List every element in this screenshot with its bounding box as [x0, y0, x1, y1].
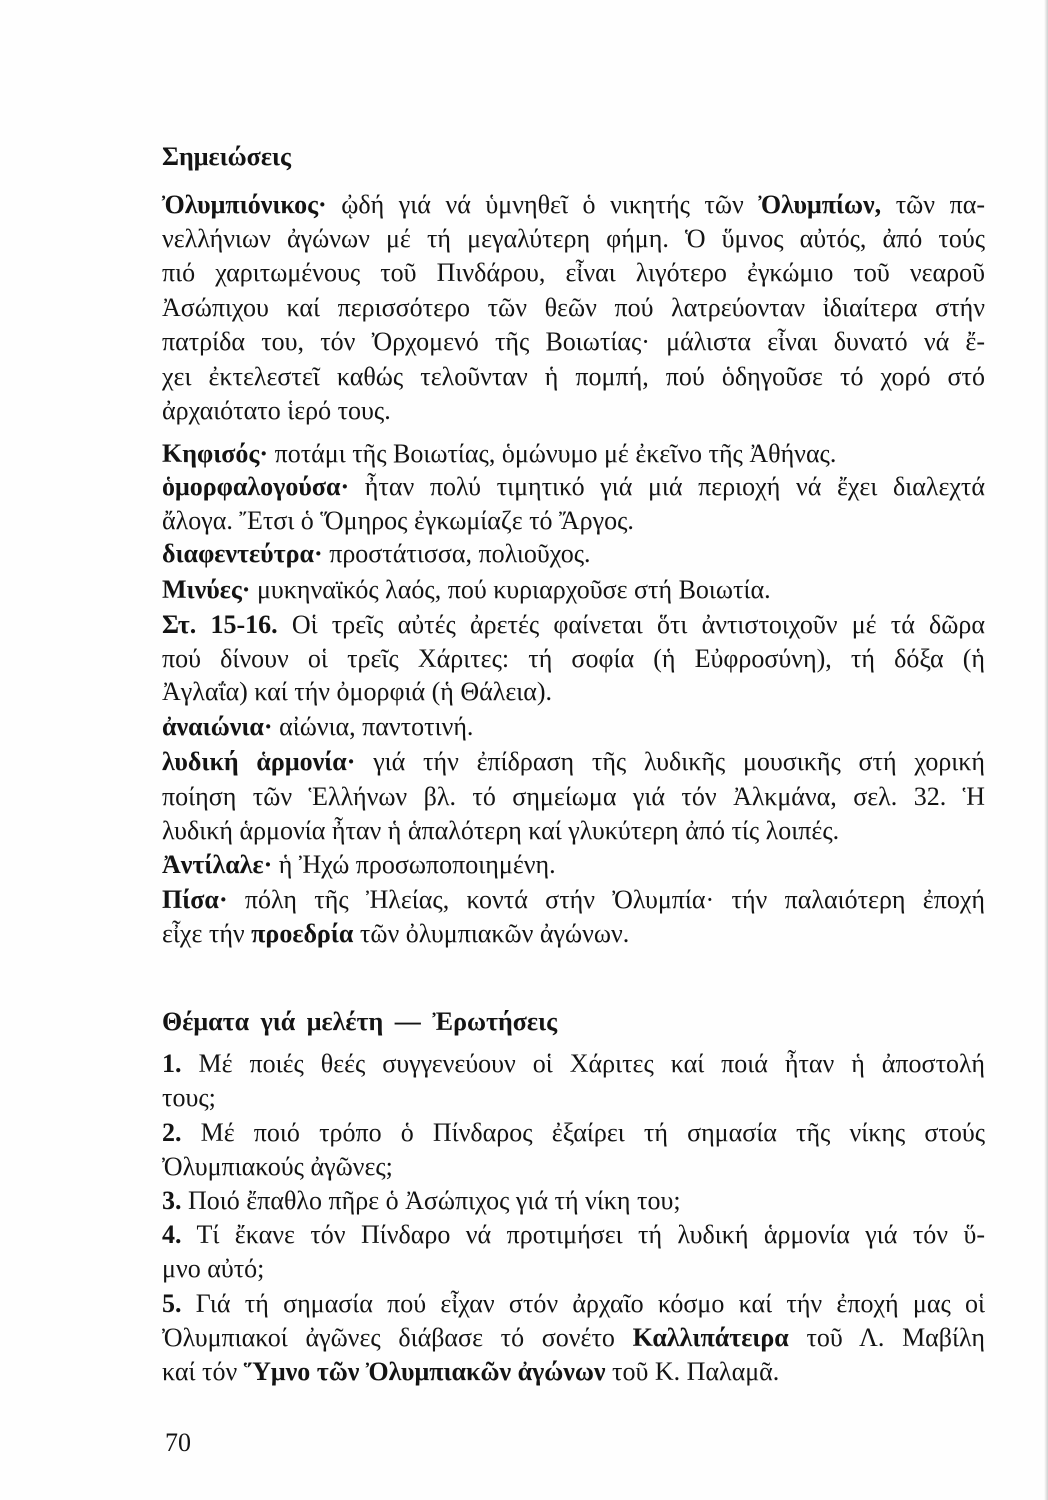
note-text: τῶν ὀλυμπιακῶν ἀγώνων. [353, 919, 630, 948]
note-term: λυδική ἁρμονία· [162, 747, 356, 776]
note-text: πόλη τῆς Ἠλείας, κοντά στήν Ὀλυμπία· τήν παλαιότερη ἐποχή [227, 885, 985, 914]
note-line [162, 883, 985, 917]
note-text: προστάτισσα, πολιοῦχος. [322, 539, 591, 568]
note-line [162, 608, 985, 642]
note-text: τῶν πα- [881, 190, 985, 219]
note-line [162, 437, 836, 471]
question-text: τοῦ Κ. Παλαμᾶ. [605, 1357, 780, 1386]
page-number: 70 [165, 1428, 191, 1457]
question-line [162, 1252, 264, 1286]
note-text: ᾠδή γιά νά ὑμνηθεῖ ὁ νικητής τῶν [326, 190, 759, 219]
note-term: Μινύες· [162, 575, 251, 604]
note-line [162, 188, 985, 222]
notes-heading: Σημειώσεις [162, 142, 291, 171]
note-line [162, 325, 985, 359]
question-text: Ὀλυμπιακούς ἀγῶνες; [162, 1152, 393, 1181]
note-line [162, 573, 771, 607]
question-number: 4. [162, 1220, 182, 1249]
study-heading: Θέματα γιά μελέτη — Ἐρωτήσεις [162, 1007, 558, 1036]
note-text: ἄλογα. Ἔτσι ὁ Ὅμηρος ἐγκωμίαζε τό Ἄργος. [162, 506, 634, 535]
note-text: ποτάμι τῆς Βοιωτίας, ὁμώνυμο μέ ἐκεῖνο τῆς Ἀθήνας. [268, 439, 837, 468]
note-line [162, 675, 552, 709]
note-text: ἡ Ἠχώ προσωποποιημένη. [272, 850, 556, 879]
question-emphasis: Ὕμνο τῶν Ὀλυμπιακῶν ἀγώνων [243, 1357, 606, 1386]
note-line [162, 504, 634, 538]
note-line [162, 917, 629, 951]
question-text: Μέ ποιό τρόπο ὁ Πίνδαρος ἐξαίρει τή σημασία τῆς νίκης στούς [181, 1118, 985, 1147]
question-text: καί τόν [162, 1357, 244, 1386]
note-text: πιό χαριτωμένους τοῦ Πινδάρου, εἶναι λιγότερο ἐγκώμιο τοῦ νεαροῦ [162, 258, 985, 287]
note-line [162, 222, 985, 256]
question-text: Γιά τή σημασία πού εἶχαν στόν ἀρχαῖο κόσμο καί τήν ἐποχή μας οἱ [181, 1289, 985, 1318]
note-text: Ἀσώπιχου καί περισσότερο τῶν θεῶν πού λατρεύονταν ἰδιαίτερα στήν [162, 293, 985, 322]
question-line [162, 1321, 985, 1355]
note-term: διαφεντεύτρα· [162, 539, 323, 568]
note-text: πατρίδα του, τόν Ὀρχομενό τῆς Βοιωτίας· μάλιστα εἶναι δυνατό νά ἔ- [162, 327, 985, 356]
question-number: 5. [162, 1289, 182, 1318]
note-term: ἀναιώνια· [162, 712, 273, 741]
note-line [162, 745, 985, 779]
question-emphasis: Καλλιπάτειρα [632, 1323, 789, 1352]
question-number: 2. [162, 1118, 182, 1147]
note-line [162, 537, 591, 571]
note-text: ποίηση τῶν Ἑλλήνων βλ. τό σημείωμα γιά τόν Ἀλκμάνα, σελ. 32. Ἡ [162, 782, 985, 811]
note-line [162, 256, 985, 290]
note-term: Κηφισός· [162, 439, 269, 468]
note-line [162, 642, 985, 676]
page-edge [1044, 0, 1048, 1500]
note-line [162, 814, 839, 848]
note-text: ἀρχαιότατο ἱερό τους. [162, 396, 391, 425]
note-text: χει ἐκτελεστεῖ καθώς τελοῦνταν ἡ πομπή, πού ὁδηγοῦσε τό χορό στό [162, 362, 985, 391]
question-text: Μέ ποιές θεές συγγενεύουν οἱ Χάριτες καί ποιά ἦταν ἡ ἀποστολή [181, 1049, 985, 1078]
note-text: λυδική ἁρμονία ἦταν ἡ ἁπαλότερη καί γλυκύτερη ἀπό τίς λοιπές. [162, 816, 840, 845]
question-line [162, 1218, 985, 1252]
note-text: γιά τήν ἐπίδραση τῆς λυδικῆς μουσικῆς στή χορική [355, 747, 985, 776]
question-text: τους; [162, 1083, 216, 1112]
note-emphasis: προεδρία [251, 919, 354, 948]
question-line [162, 1355, 779, 1389]
note-term: Ἀντίλαλε· [162, 850, 273, 879]
note-term: ὁμορφαλογούσα· [162, 472, 350, 501]
question-number: 1. [162, 1049, 182, 1078]
note-line [162, 394, 391, 428]
note-line [162, 848, 556, 882]
note-line [162, 360, 985, 394]
note-term: Στ. 15-16. [162, 610, 278, 639]
question-text: Τί ἔκανε τόν Πίνδαρο νά προτιμήσει τή λυδική ἁρμονία γιά τόν ὕ- [181, 1220, 985, 1249]
question-text: μνο αὐτό; [162, 1254, 265, 1283]
note-text: Οἱ τρεῖς αὐτές ἀρετές φαίνεται ὅτι ἀντιστοιχοῦν μέ τά δῶρα [277, 610, 985, 639]
note-emphasis: Ὀλυμπίων, [758, 190, 882, 219]
note-text: πού δίνουν οἱ τρεῖς Χάριτες: τή σοφία (ἡ Εὐφροσύνη), τή δόξα (ἡ [162, 644, 985, 673]
note-text: εἶχε τήν [162, 919, 252, 948]
question-text: Ποιό ἔπαθλο πῆρε ὁ Ἀσώπιχος γιά τή νίκη του; [181, 1186, 681, 1215]
question-line [162, 1047, 985, 1081]
question-line [162, 1081, 216, 1115]
question-text: Ὀλυμπιακοί ἀγῶνες διάβασε τό σονέτο [162, 1323, 633, 1352]
question-line [162, 1150, 393, 1184]
note-term: Ὀλυμπιόνικος· [162, 190, 327, 219]
note-line [162, 710, 473, 744]
question-line [162, 1116, 985, 1150]
note-text: Ἀγλαΐα) καί τήν ὀμορφιά (ἡ Θάλεια). [162, 677, 553, 706]
note-term: Πίσα· [162, 885, 228, 914]
question-line [162, 1287, 985, 1321]
question-text: τοῦ Λ. Μαβίλη [788, 1323, 986, 1352]
note-text: νελλήνιων ἀγώνων μέ τή μεγαλύτερη φήμη. Ὁ ὕμνος αὐτός, ἀπό τούς [162, 224, 985, 253]
question-line [162, 1184, 681, 1218]
note-line [162, 470, 985, 504]
note-line [162, 780, 985, 814]
note-text: αἰώνια, παντοτινή. [272, 712, 474, 741]
note-text: μυκηναϊκός λαός, πού κυριαρχοῦσε στή Βοιωτία. [250, 575, 771, 604]
question-number: 3. [162, 1186, 182, 1215]
note-text: ἦταν πολύ τιμητικό γιά μιά περιοχή νά ἔχει διαλεχτά [349, 472, 985, 501]
note-line [162, 291, 985, 325]
